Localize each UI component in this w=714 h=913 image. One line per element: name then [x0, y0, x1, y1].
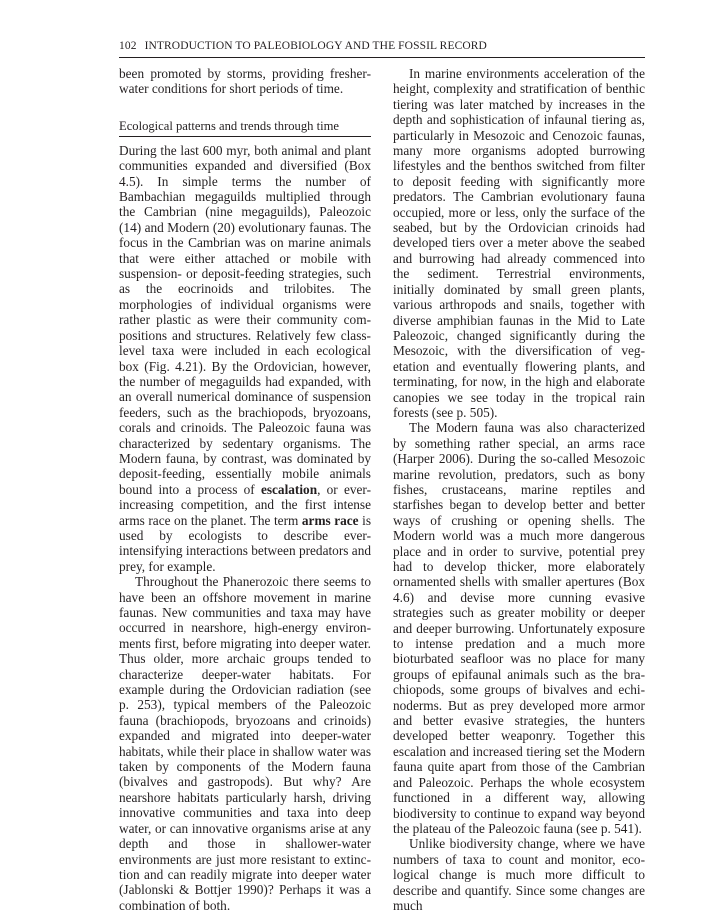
- paragraph-ecological-change: Unlike biodiversity change, where we have numbers of taxa to count and monitor, ecological change is much more difficult to describe and quantify. Since some changes are much: [393, 836, 645, 913]
- term-escalation: escalation: [260, 481, 318, 497]
- term-arms-race: arms race: [301, 512, 359, 528]
- paragraph-tiering: In marine environments acceleration of the height, complexity and stratification of benthic tiering was later matched by increases in the depth and sophistication of infaunal tiering as, particularly in Mesozoic and Cenozoic faunas, many more organisms adopted burrowing lifestyles and the benthos switched from filter to deposit feeding with significantly more predators. The Cambrian evolutionary fauna occupied, more or less, only the surface of the seabed, but by the Ordovician crinoids had developed tiers over a meter above the seabed and burrowing had already commenced into the sediment. Terrestrial environments, initially dominated by small green plants, various arthropods and snails, together with diverse amphibian faunas in the Mid to Late Paleozoic, changed significantly during the Mesozoic, with the diversification of vegetation and eventually flowering plants, and terminating, for now, in the high and elaborate canopies we see today in the tropical rain forests (see p. 505).: [393, 66, 645, 420]
- paragraph-text: During the last 600 myr, both animal and plant communities expanded and diversified (Box 4.5). In simple terms the number of Bambachian megaguilds multiplied through the Cambrian (nine megaguilds), Paleozoic (14) and Modern (20) evolutionary faunas. The focus in the Cambrian was on marine animals that were either attached or mobile with suspension- or deposit-feeding strategies, such as the eocrinoids and trilobites. The morphologies of individual organisms were rather plastic as were their community compositions and structures. Relatively few class-level taxa were included in each ecological box (Fig. 4.21). By the Ordovician, however, the number of megaguilds had expanded, with an overall numerical dominance of suspension feeders, such as the brachiopods, bryozoans, corals and crinoids. The Paleozoic fauna was characterized by sedentary organisms. The Modern fauna, by contrast, was dominated by deposit-feeding, essentially mobile animals bound into a process of: [119, 142, 371, 497]
- running-head: [119, 39, 645, 53]
- paragraph-text: is used by ecologists to describe ever-intensifying interactions between predators and prey, for example.: [119, 512, 372, 574]
- paragraph-arms-race: The Modern fauna was also characterized by something rather special, an arms race (Harper 2006). During the so-called Mesozoic marine revolution, predators, such as bony fishes, crustaceans, marine reptiles and starfishes began to develop better and better ways of crushing or opening shells. The Modern world was a much more dangerous place and in order to survive, potential prey had to develop thicker, more elaborately ornamented shells with smaller apertures (Box 4.6) and devise more cunning evasive strategies such as greater mobility or deeper and deeper burrowing. Unfortunately exposure to intense predation and a much more bioturbated seafloor was no place for many groups of epifaunal animals such as the brachiopods, some groups of bivalves and echinoderms. But as prey developed more armor and better evasive strategies, the hunters developed better weaponry. Together this escalation and increased tiering set the Modern fauna quite apart from those of the Cambrian and Paleozoic. Perhaps the whole ecosystem functioned in a different way, allowing biodiversity to continue to expand way beyond the plateau of the Paleozoic fauna (see p. 541).: [393, 420, 645, 836]
- paragraph-ecological-patterns: [119, 143, 371, 574]
- paragraph-continued: been promoted by storms, providing fresher-water conditions for short periods of time.: [119, 66, 371, 97]
- running-title: INTRODUCTION TO PALEOBIOLOGY AND THE FOSSIL RECORD: [144, 40, 487, 52]
- section-heading: Ecological patterns and trends through time: [119, 119, 371, 137]
- right-column: [393, 66, 645, 913]
- paragraph-offshore-movement: Throughout the Phanerozoic there seems to have been an offshore movement in marine faunas. New communities and taxa may have occurred in nearshore, high-energy environments first, before migrating into deeper water. Thus older, more archaic groups tended to characterize deeper-water habitats. For example during the Ordovician radiation (see p. 253), typical members of the Paleozoic fauna (brachiopods, bryozoans and crinoids) expanded and migrated into deeper-water habitats, while their place in shallow water was taken by components of the Modern fauna (bivalves and gastropods). But why? Are nearshore habitats particularly harsh, driving innovative communities and taxa into deep water, or can innovative organisms arise at any depth and those in shallower-water environments are just more resistant to extinction and can readily migrate into deeper water (Jablonski & Bottjer 1990)? Perhaps it was a combination of both.: [119, 574, 371, 913]
- paragraph-text: , or ever-increasing competition, and the first intense arms race on the planet. The term: [119, 481, 371, 528]
- page-number: 102: [119, 40, 137, 52]
- header-rule: [119, 57, 645, 58]
- left-column: [119, 66, 371, 913]
